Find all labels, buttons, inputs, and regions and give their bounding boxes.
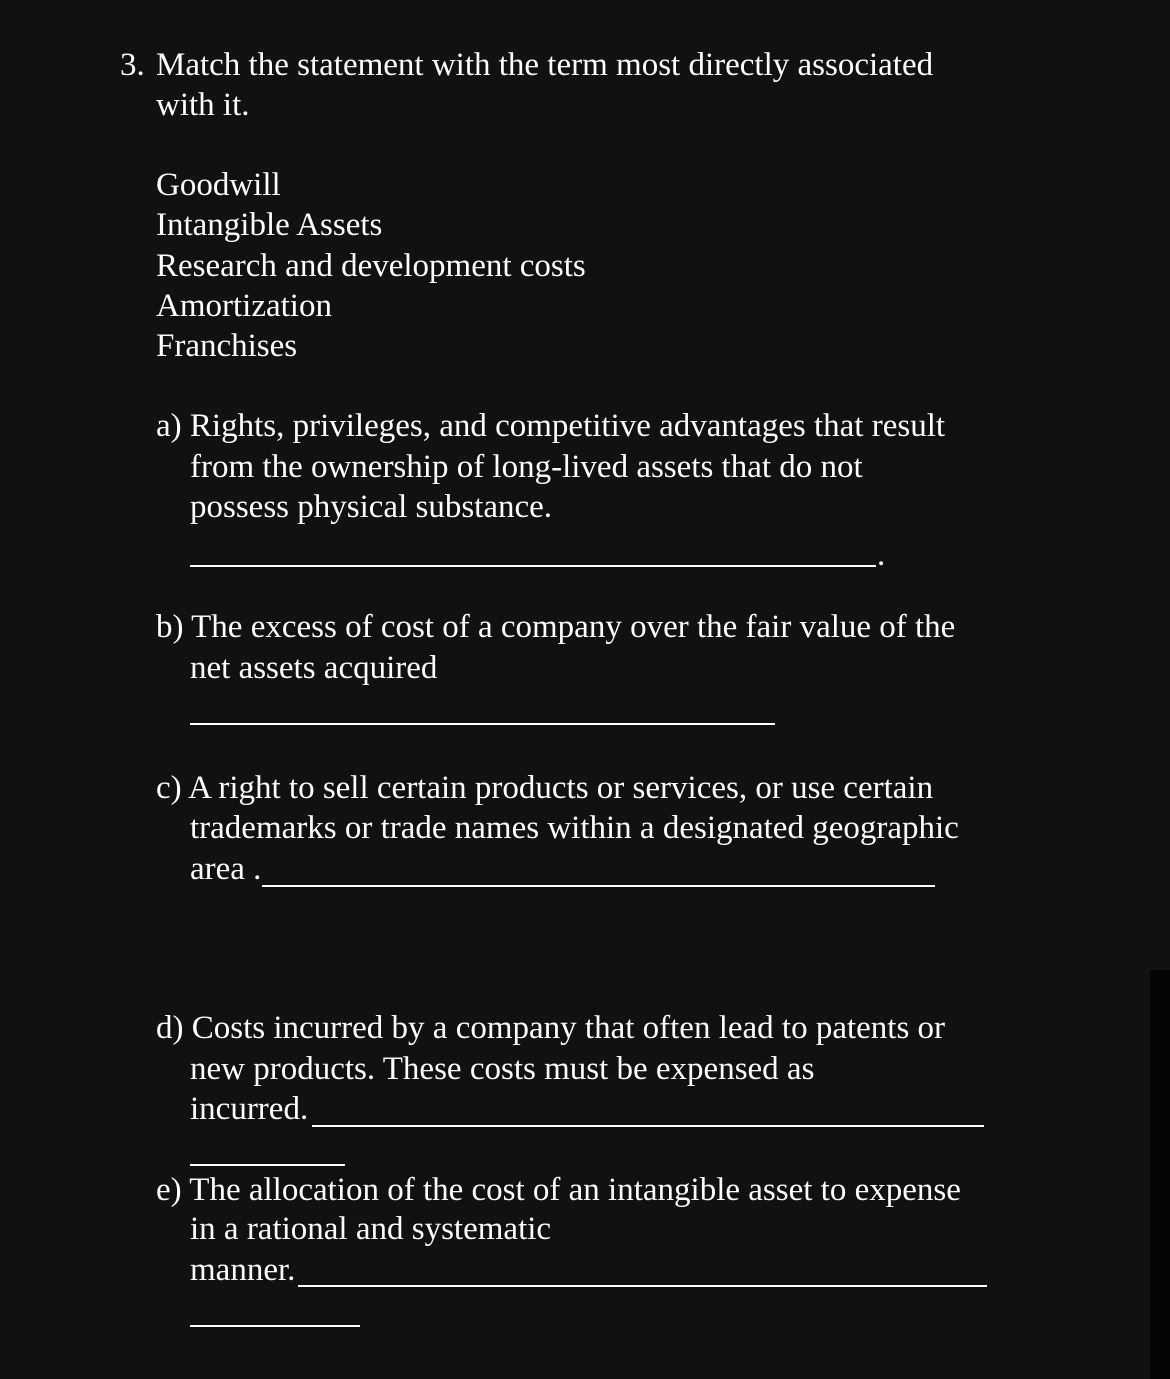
answer-blank-d[interactable] [312, 1125, 984, 1127]
term-intangible-assets: Intangible Assets [156, 207, 383, 243]
scrollbar[interactable] [1150, 970, 1170, 1379]
statement-c-line-2: trademarks or trade names within a designated geographic [190, 810, 959, 846]
statement-a-line-1: a) Rights, privileges, and competitive advantages that result [156, 408, 946, 444]
statement-e-line-1: e) The allocation of the cost of an intangible asset to expense [156, 1172, 961, 1208]
statement-b-line-1: b) The excess of cost of a company over the fair value of the [156, 609, 956, 645]
statement-d-line-1: d) Costs incurred by a company that often lead to patents or [156, 1010, 946, 1046]
answer-blank-b[interactable] [190, 723, 775, 725]
statement-d-line-2: new products. These costs must be expensed as [190, 1051, 815, 1087]
statement-d-line-3: incurred. [190, 1091, 309, 1127]
statement-c-line-3: area . [190, 851, 262, 887]
answer-blank-e-continuation[interactable] [190, 1325, 360, 1327]
term-research-and-development-costs: Research and development costs [156, 248, 586, 284]
statement-a-end-period: . [877, 537, 886, 573]
question-number: 3. [120, 47, 145, 83]
answer-blank-e[interactable] [298, 1285, 987, 1287]
answer-blank-c[interactable] [262, 885, 935, 887]
question-text-line-2: with it. [156, 87, 250, 123]
statement-e-line-2: in a rational and systematic [190, 1211, 552, 1247]
statement-a-line-3: possess physical substance. [190, 489, 553, 525]
statement-a-line-2: from the ownership of long-lived assets that do not [190, 449, 863, 485]
term-franchises: Franchises [156, 328, 298, 364]
statement-c-line-1: c) A right to sell certain products or services, or use certain [156, 770, 934, 806]
statement-e-line-3: manner. [190, 1252, 296, 1288]
answer-blank-d-continuation[interactable] [190, 1164, 345, 1166]
answer-blank-a[interactable] [190, 565, 876, 567]
question-text-line-1: Match the statement with the term most directly associated [156, 47, 934, 83]
term-amortization: Amortization [156, 288, 332, 324]
term-goodwill: Goodwill [156, 167, 281, 203]
statement-b-line-2: net assets acquired [190, 650, 438, 686]
